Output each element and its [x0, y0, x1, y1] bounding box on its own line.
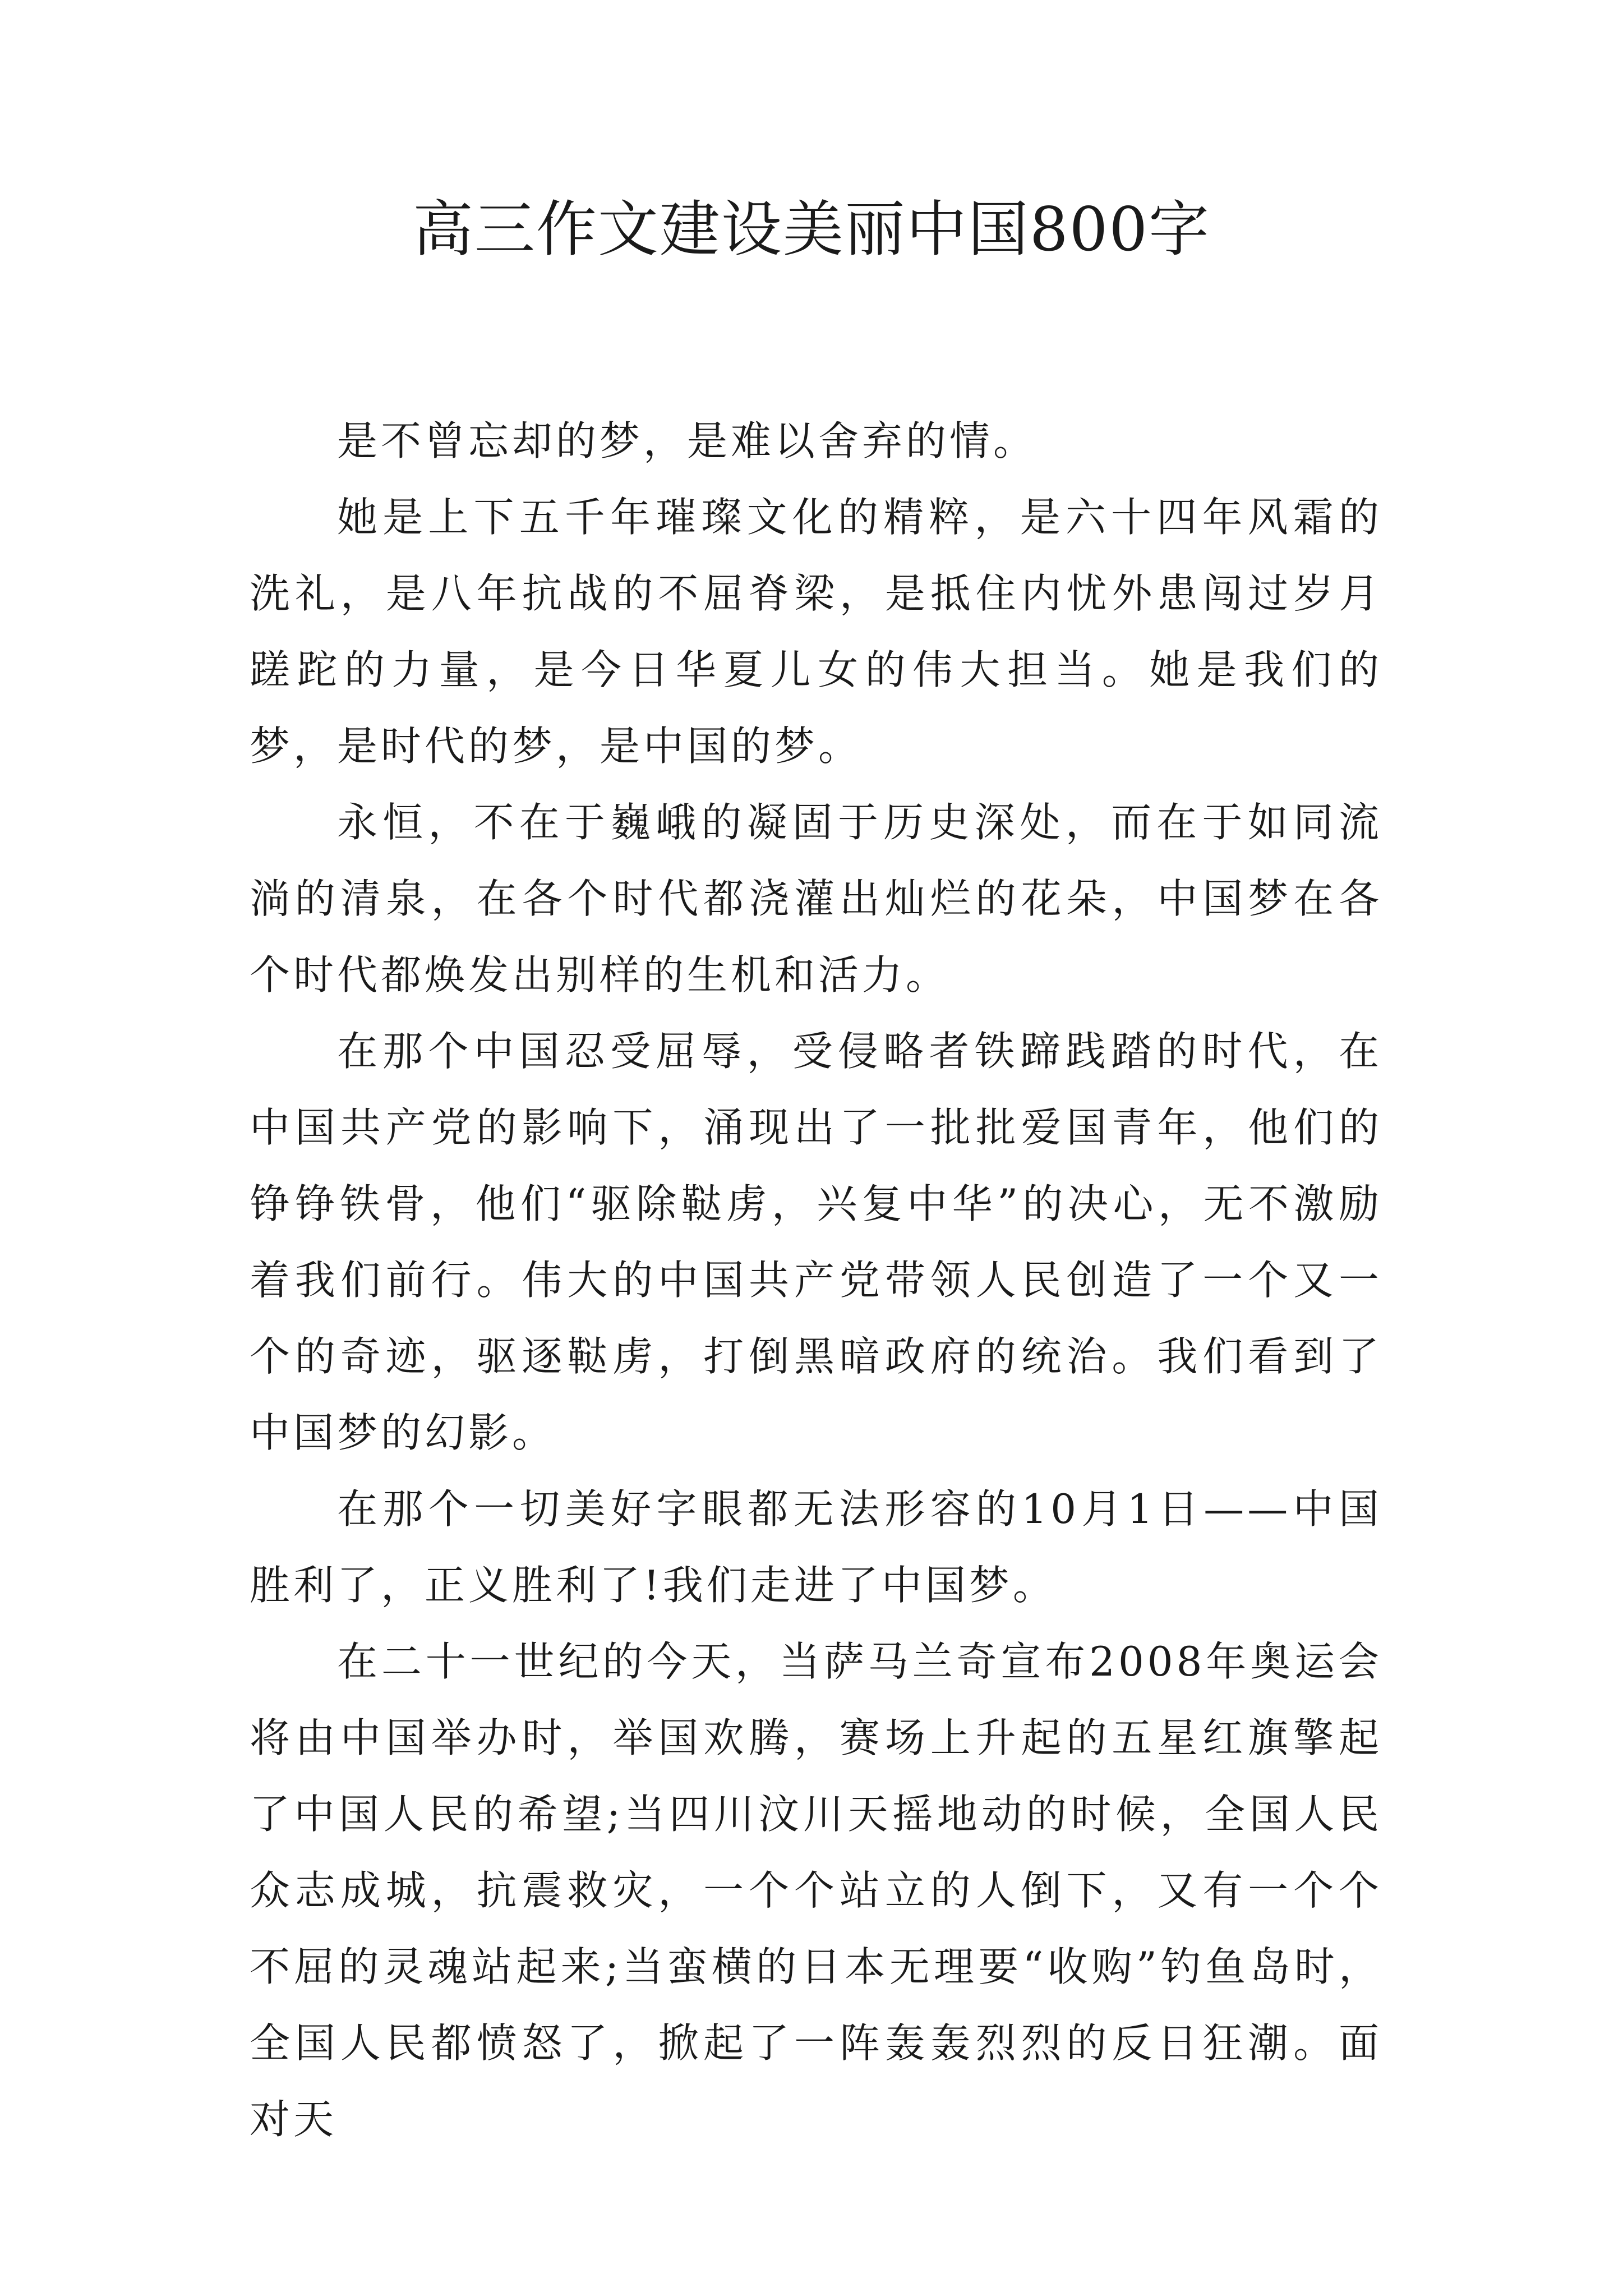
paragraph: 在二十一世纪的今天，当萨马兰奇宣布2008年奥运会将由中国举办时，举国欢腾，赛场上升起的五星红旗擎起了中国人民的希望;当四川汶川天摇地动的时候，全国人民众志成城，抗震救灾，一个个站立的人倒下，又有一个个不屈的灵魂站起来;当蛮横的日本无理要“收购”钓鱼岛时，全国人民都愤怒了，掀起了一阵轰轰烈烈的反日狂潮。面对天	[250, 1638, 1382, 2143]
paragraph: 在那个中国忍受屈辱，受侵略者铁蹄践踏的时代，在中国共产党的影响下，涌现出了一批批爱国青年，他们的铮铮铁骨，他们“驱除鞑虏，兴复中华”的决心，无不激励着我们前行。伟大的中国共产党带领人民创造了一个又一个的奇迹，驱逐鞑虏，打倒黑暗政府的统治。我们看到了中国梦的幻影。	[250, 1028, 1382, 1456]
paragraph: 是不曾忘却的梦，是难以舍弃的情。	[337, 417, 1038, 464]
paragraph: 永恒，不在于巍峨的凝固于历史深处，而在于如同流淌的清泉，在各个时代都浇灌出灿烂的花朵，中国梦在各个时代都焕发出别样的生机和活力。	[250, 799, 1382, 999]
document-title: 高三作文建设美丽中国800字	[412, 195, 1211, 265]
paragraph: 她是上下五千年璀璨文化的精粹，是六十四年风霜的洗礼，是八年抗战的不屈脊梁，是抵住内忧外患闯过岁月蹉跎的力量，是今日华夏儿女的伟大担当。她是我们的梦，是时代的梦，是中国的梦。	[250, 494, 1382, 770]
paragraph: 在那个一切美好字眼都无法形容的10月1日——中国胜利了，正义胜利了!我们走进了中国梦。	[250, 1485, 1382, 1609]
document-body	[250, 403, 1382, 2157]
